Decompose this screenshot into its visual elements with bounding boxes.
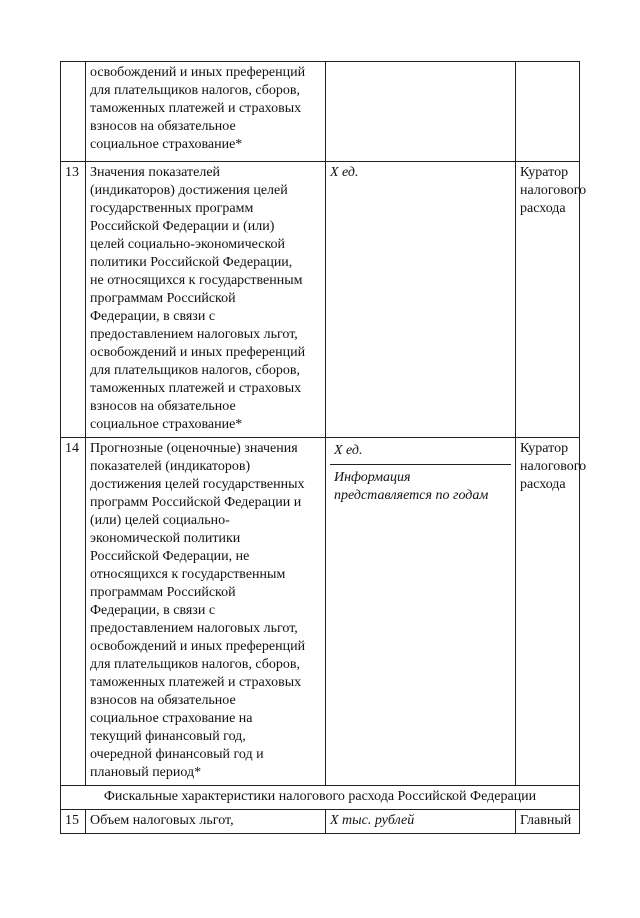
row-number: 14	[61, 438, 86, 786]
value-note: Информация представляется по годам	[334, 470, 489, 503]
value-text: X ед.	[330, 165, 359, 180]
table-row	[61, 810, 580, 834]
indicator-text: освобождений и иных преференций для плательщиков налогов, сборов, таможенных платежей и страховых взносов на обязательное социальное страхование*	[90, 65, 306, 152]
table-row	[61, 62, 580, 162]
indicator-value	[326, 162, 516, 438]
responsible-text: Куратор налогового расхода	[520, 441, 587, 492]
tax-expense-table	[60, 61, 587, 834]
section-header-row	[61, 786, 580, 810]
table-row	[61, 438, 580, 786]
row-number: 15	[61, 810, 86, 834]
section-header: Фискальные характеристики налогового расхода Российской Федерации	[61, 786, 580, 810]
indicator-name	[86, 162, 326, 438]
indicator-name	[86, 438, 326, 786]
table-row	[61, 162, 580, 438]
row-number	[61, 62, 86, 162]
responsible-party	[516, 438, 587, 786]
responsible-text: Куратор налогового расхода	[520, 165, 587, 216]
responsible-party: Главный	[516, 810, 580, 834]
value-unit: X ед.	[330, 440, 511, 465]
indicator-value	[326, 438, 516, 786]
indicator-text: Значения показателей (индикаторов) достижения целей государственных программ Российской Федерации и (или) целей социально-экономической политики Российской Федерации, не относящихся к государственным программам Российской Федерации, в связи с предоставлением налоговых льгот, освобождений и иных преференций для плательщиков налогов, сборов, таможенных платежей и страховых взносов на обязательное социальное страхование*	[90, 165, 306, 432]
indicator-value	[326, 62, 516, 162]
indicator-name: Объем налоговых льгот,	[86, 810, 326, 834]
indicator-name	[86, 62, 326, 162]
responsible-party	[516, 162, 587, 438]
row-number: 13	[61, 162, 86, 438]
indicator-value: X тыс. рублей	[326, 810, 516, 834]
indicator-text: Прогнозные (оценочные) значения показателей (индикаторов) достижения целей государственных программ Российской Федерации и (или) целей социально- экономической политики Российской Федерации, не относящихся к государственным программам Российской Федерации, в связи с предоставлением налоговых льгот, освобождений и иных преференций для плательщиков налогов, сборов, таможенных платежей и страховых взносов на обязательное социальное страхование на текущий финансовый год, очередной финансовый год и плановый период*	[90, 441, 306, 780]
responsible-party	[516, 62, 580, 162]
